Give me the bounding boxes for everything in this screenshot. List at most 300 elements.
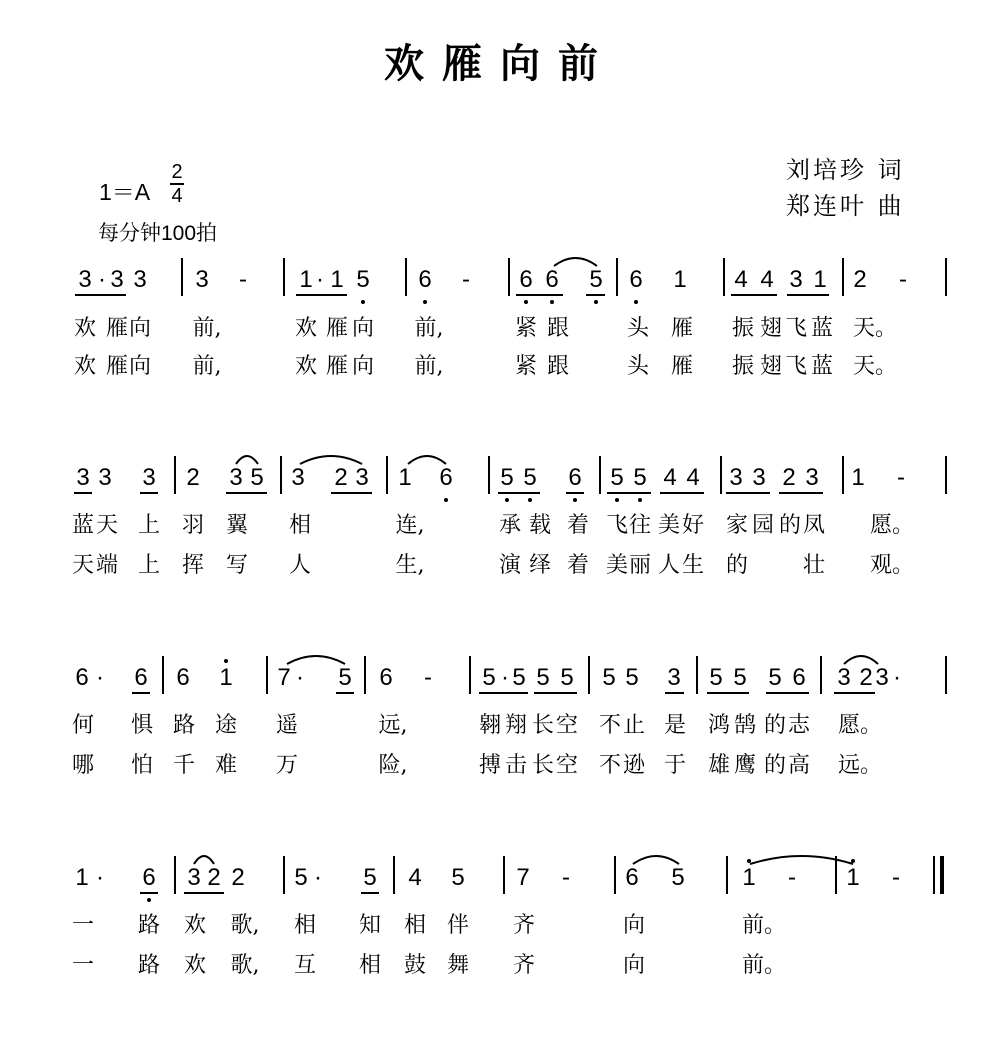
note: 7 (277, 664, 291, 691)
slur (844, 656, 878, 664)
note: 5 (625, 664, 639, 691)
note: 3 (729, 464, 743, 491)
dash-note: - (239, 266, 247, 293)
lyric-verse-2: 挥 (181, 553, 204, 578)
note: 5 (523, 464, 537, 491)
bar-line (469, 656, 471, 694)
lyric-verse-1: 美 (657, 513, 680, 538)
note: 5 (512, 664, 526, 691)
lyric-verse-2: 天。 (853, 354, 898, 379)
lyric-verse-2: 生, (395, 553, 425, 578)
note: 2 (859, 664, 873, 691)
lyric-verse-1: 途 (214, 713, 237, 738)
note: 4 (734, 266, 748, 293)
beam-underline (834, 692, 875, 694)
lyric-verse-1: 头 (626, 316, 649, 341)
lyric-verse-1: 前, (192, 316, 222, 341)
lyric-verse-1: 欢 (183, 913, 206, 938)
beam-underline (498, 492, 540, 494)
key-signature: 1＝A (99, 179, 151, 205)
lyric-verse-1: 家 (725, 513, 748, 538)
note: 4 (686, 464, 700, 491)
lyric-verse-2: 歌, (230, 953, 260, 978)
bar-line (503, 856, 505, 894)
lyric-verse-2: 哪 (71, 753, 94, 778)
lyric-verse-1: 跟 (546, 316, 569, 341)
beam-underline (140, 892, 158, 894)
lyric-verse-1: 翔 (504, 713, 527, 738)
beam-underline (787, 294, 829, 296)
lyric-verse-2: 空 (555, 753, 578, 778)
augmentation-dot: · (98, 266, 106, 293)
note: 1 (75, 864, 89, 891)
lyric-verse-1: 遥 (275, 713, 298, 738)
note: 3 (133, 266, 147, 293)
low-octave-dot (615, 498, 619, 502)
note: 2 (186, 464, 200, 491)
note: 3 (837, 664, 851, 691)
high-octave-dot (747, 859, 751, 863)
lyric-verse-2: 雄 (707, 753, 730, 778)
augmentation-dot: · (296, 664, 304, 691)
lyric-verse-1: 天 (95, 513, 118, 538)
note: 3 (667, 664, 681, 691)
low-octave-dot (573, 498, 577, 502)
lyric-verse-1: 惧 (130, 713, 153, 738)
note: 1 (673, 266, 687, 293)
lyric-verse-1: 路 (137, 913, 160, 938)
lyric-verse-1: 是 (663, 713, 686, 738)
note: 6 (519, 266, 533, 293)
lyric-verse-2: 端 (95, 553, 118, 578)
note: 3 (195, 266, 209, 293)
note: 3 (187, 864, 201, 891)
note: 1 (299, 266, 313, 293)
bar-line (162, 656, 164, 694)
beam-underline (479, 692, 528, 694)
lyric-verse-1: 志 (787, 713, 810, 738)
bar-line (945, 258, 947, 296)
slur (300, 456, 362, 464)
beam-underline (296, 294, 347, 296)
note: 3 (110, 266, 124, 293)
lyric-verse-1: 紧 (514, 316, 537, 341)
slur (236, 456, 258, 464)
note: 5 (356, 266, 370, 293)
bar-line (842, 258, 844, 296)
low-octave-dot (524, 300, 528, 304)
lyric-verse-1: 的 (763, 713, 786, 738)
lyric-verse-2: 万 (275, 753, 298, 778)
note: 1 (219, 664, 233, 691)
lyric-verse-1: 羽 (181, 513, 204, 538)
note: 3 (229, 464, 243, 491)
lyric-verse-2: 的 (725, 553, 748, 578)
bar-line (945, 456, 947, 494)
note: 3 (98, 464, 112, 491)
bar-line (181, 258, 183, 296)
slur (750, 856, 853, 864)
beam-underline (779, 492, 823, 494)
lyric-verse-1: 一 (71, 913, 94, 938)
lyric-verse-2: 前, (414, 354, 444, 379)
lyric-verse-2: 写 (225, 553, 248, 578)
dash-note: - (788, 864, 796, 891)
beam-underline (534, 692, 577, 694)
lyric-verse-2: 不 (598, 753, 621, 778)
note: 6 (75, 664, 89, 691)
lyric-verse-2: 路 (137, 953, 160, 978)
lyric-verse-2: 于 (663, 753, 686, 778)
lyric-verse-1: 相 (403, 913, 426, 938)
bar-line (723, 258, 725, 296)
time-signature-bottom: 4 (171, 185, 183, 207)
dash-note: - (892, 864, 900, 891)
low-octave-dot (528, 498, 532, 502)
lyric-verse-2: 欢 (73, 354, 96, 379)
lyric-verse-2: 蓝 (810, 354, 833, 379)
note: 6 (625, 864, 639, 891)
lyric-verse-2: 雁 (670, 354, 693, 379)
note: 1 (398, 464, 412, 491)
bar-line (696, 656, 698, 694)
beam-underline (707, 692, 749, 694)
lyric-verse-2: 的 (763, 753, 786, 778)
lyric-verse-2: 一 (71, 953, 94, 978)
low-octave-dot (638, 498, 642, 502)
bar-line (174, 456, 176, 494)
lyric-verse-2: 鹰 (733, 753, 756, 778)
lyric-verse-1: 向 (351, 316, 374, 341)
lyric-verse-1: 翼 (225, 513, 248, 538)
lyric-verse-1: 往 (628, 513, 651, 538)
note: 2 (853, 266, 867, 293)
note: 5 (560, 664, 574, 691)
beam-underline (132, 692, 150, 694)
lyric-verse-1: 前, (414, 316, 444, 341)
time-signature-top: 2 (171, 161, 183, 183)
lyric-verse-1: 翅 (759, 316, 782, 341)
note: 6 (629, 266, 643, 293)
bar-line (614, 856, 616, 894)
lyric-verse-1: 相 (288, 513, 311, 538)
lyric-verse-1: 雁 (105, 316, 128, 341)
dash-note: - (462, 266, 470, 293)
lyric-verse-1: 鹄 (733, 713, 756, 738)
note: 7 (516, 864, 530, 891)
augmentation-dot: · (316, 266, 324, 293)
note: 2 (207, 864, 221, 891)
note: 5 (451, 864, 465, 891)
note: 3 (805, 464, 819, 491)
lyric-verse-2: 绎 (528, 553, 551, 578)
lyric-verse-2: 长 (531, 753, 554, 778)
note: 6 (439, 464, 453, 491)
note: 6 (792, 664, 806, 691)
lyric-verse-1: 愿。 (870, 513, 915, 538)
beam-underline (665, 692, 684, 694)
note: 5 (602, 664, 616, 691)
augmentation-dot: · (893, 664, 901, 691)
lyric-verse-2: 观。 (870, 553, 915, 578)
lyric-verse-1: 飞 (605, 513, 628, 538)
lyric-verse-2: 振 (731, 354, 754, 379)
note: 4 (408, 864, 422, 891)
lyric-verse-1: 不 (598, 713, 621, 738)
lyric-verse-1: 好 (681, 513, 704, 538)
bar-line (283, 258, 285, 296)
slur (287, 656, 345, 664)
note: 3 (78, 266, 92, 293)
note: 6 (418, 266, 432, 293)
note: 2 (231, 864, 245, 891)
lyric-verse-1: 欢 (294, 316, 317, 341)
lyric-verse-2: 雁 (105, 354, 128, 379)
lyric-verse-2: 生 (681, 553, 704, 578)
lyric-verse-2: 搏 (478, 753, 501, 778)
bar-line (842, 456, 844, 494)
lyric-verse-1: 歌, (230, 913, 260, 938)
final-bar-line (933, 856, 935, 894)
lyric-verse-1: 前。 (742, 913, 787, 938)
lyric-verse-1: 天。 (853, 316, 898, 341)
dash-note: - (897, 464, 905, 491)
bar-line (588, 656, 590, 694)
lyric-verse-2: 怕 (130, 753, 153, 778)
lyric-verse-2: 齐 (512, 953, 535, 978)
beam-underline (184, 892, 224, 894)
augmentation-dot: · (96, 664, 104, 691)
lyric-verse-1: 翱 (478, 713, 501, 738)
low-octave-dot (594, 300, 598, 304)
beam-underline (331, 492, 372, 494)
lyric-verse-1: 远, (378, 713, 408, 738)
lyric-verse-1: 的 (778, 513, 801, 538)
bar-line (508, 258, 510, 296)
note: 5 (733, 664, 747, 691)
lyric-verse-2: 逊 (622, 753, 645, 778)
bar-line (283, 856, 285, 894)
lyric-verse-2: 美 (605, 553, 628, 578)
note: 5 (709, 664, 723, 691)
lyric-verse-1: 载 (528, 513, 551, 538)
bar-line (726, 856, 728, 894)
dash-note: - (424, 664, 432, 691)
low-octave-dot (423, 300, 427, 304)
lyric-verse-2: 人 (288, 553, 311, 578)
final-bar-line (940, 856, 944, 894)
lyric-verse-2: 丽 (628, 553, 651, 578)
lyric-verse-2: 相 (358, 953, 381, 978)
tempo-marking: 每分钟100拍 (98, 222, 218, 245)
lyric-verse-2: 着 (566, 553, 589, 578)
slur (633, 856, 679, 864)
lyric-verse-2: 击 (504, 753, 527, 778)
lyric-verse-2: 欢 (294, 354, 317, 379)
note: 5 (500, 464, 514, 491)
lyric-verse-1: 蓝 (71, 513, 94, 538)
note: 1 (813, 266, 827, 293)
slur (554, 258, 597, 266)
composer-credit: 郑连叶 曲 (786, 192, 905, 220)
beam-underline (731, 294, 777, 296)
note: 5 (363, 864, 377, 891)
note: 1 (851, 464, 865, 491)
note: 6 (379, 664, 393, 691)
lyric-verse-1: 止 (622, 713, 645, 738)
note: 1 (846, 864, 860, 891)
page-title: 欢雁向前 (384, 40, 616, 87)
bar-line (364, 656, 366, 694)
note: 5 (610, 464, 624, 491)
note: 3 (291, 464, 305, 491)
beam-underline (140, 492, 158, 494)
lyric-verse-1: 向 (128, 316, 151, 341)
low-octave-dot (634, 300, 638, 304)
lyric-verse-1: 连, (395, 513, 425, 538)
lyric-verse-2: 前。 (742, 953, 787, 978)
beam-underline (516, 294, 563, 296)
lyric-verse-2: 天 (71, 553, 94, 578)
lyric-verse-2: 人 (657, 553, 680, 578)
bar-line (616, 258, 618, 296)
lyric-verse-1: 鸿 (707, 713, 730, 738)
lyric-verse-1: 相 (293, 913, 316, 938)
note: 1 (330, 266, 344, 293)
bar-line (393, 856, 395, 894)
note: 5 (589, 266, 603, 293)
note: 4 (760, 266, 774, 293)
beam-underline (361, 892, 379, 894)
note: 3 (789, 266, 803, 293)
lyric-verse-1: 雁 (670, 316, 693, 341)
lyric-verse-2: 跟 (546, 354, 569, 379)
lyric-verse-1: 蓝 (810, 316, 833, 341)
lyric-verse-2: 舞 (446, 953, 469, 978)
beam-underline (660, 492, 704, 494)
lyric-verse-2: 向 (128, 354, 151, 379)
bar-line (835, 856, 837, 894)
lyric-verse-1: 上 (137, 513, 160, 538)
slur (408, 456, 446, 464)
note: 5 (482, 664, 496, 691)
lyric-verse-1: 园 (751, 513, 774, 538)
bar-line (266, 656, 268, 694)
lyric-verse-1: 振 (731, 316, 754, 341)
note: 3 (142, 464, 156, 491)
beam-underline (226, 492, 267, 494)
bar-line (599, 456, 601, 494)
augmentation-dot: · (501, 664, 509, 691)
beam-underline (766, 692, 809, 694)
low-octave-dot (505, 498, 509, 502)
low-octave-dot (147, 898, 151, 902)
lyric-verse-2: 远。 (838, 753, 883, 778)
lyric-verse-1: 飞 (784, 316, 807, 341)
lyric-verse-1: 向 (622, 913, 645, 938)
beam-underline (336, 692, 354, 694)
lyric-verse-1: 路 (172, 713, 195, 738)
bar-line (945, 656, 947, 694)
lyric-verse-2: 险, (378, 753, 408, 778)
lyric-verse-2: 飞 (784, 354, 807, 379)
high-octave-dot (851, 859, 855, 863)
slur (194, 856, 214, 864)
lyric-verse-1: 知 (358, 913, 381, 938)
lyric-verse-2: 鼓 (403, 953, 426, 978)
note: 5 (338, 664, 352, 691)
bar-line (386, 456, 388, 494)
beam-underline (726, 492, 770, 494)
lyric-verse-2: 互 (293, 953, 316, 978)
lyric-verse-2: 紧 (514, 354, 537, 379)
note: 4 (663, 464, 677, 491)
bar-line (720, 456, 722, 494)
lyric-verse-2: 上 (137, 553, 160, 578)
lyric-verse-2: 雁 (325, 354, 348, 379)
lyric-verse-1: 齐 (512, 913, 535, 938)
bar-line (405, 258, 407, 296)
beam-underline (75, 294, 126, 296)
note: 3 (76, 464, 90, 491)
bar-line (174, 856, 176, 894)
bar-line (820, 656, 822, 694)
lyric-verse-2: 头 (626, 354, 649, 379)
lyric-verse-1: 空 (555, 713, 578, 738)
lyric-verse-1: 长 (531, 713, 554, 738)
note: 6 (545, 266, 559, 293)
note: 5 (250, 464, 264, 491)
note: 5 (768, 664, 782, 691)
lyric-verse-2: 千 (172, 753, 195, 778)
low-octave-dot (550, 300, 554, 304)
note: 3 (875, 664, 889, 691)
dash-note: - (899, 266, 907, 293)
lyric-verse-2: 向 (351, 354, 374, 379)
lyric-verse-1: 着 (566, 513, 589, 538)
lyric-verse-2: 演 (498, 553, 521, 578)
note: 2 (334, 464, 348, 491)
lyric-verse-2: 欢 (183, 953, 206, 978)
beam-underline (74, 492, 92, 494)
note: 6 (568, 464, 582, 491)
note: 2 (782, 464, 796, 491)
high-octave-dot (224, 659, 228, 663)
lyricist-credit: 刘培珍 词 (786, 156, 905, 184)
lyric-verse-1: 雁 (325, 316, 348, 341)
note: 5 (536, 664, 550, 691)
lyric-verse-2: 高 (787, 753, 810, 778)
beam-underline (607, 492, 651, 494)
low-octave-dot (361, 300, 365, 304)
note: 5 (294, 864, 308, 891)
note: 3 (355, 464, 369, 491)
lyric-verse-2: 翅 (759, 354, 782, 379)
dash-note: - (562, 864, 570, 891)
lyric-verse-2: 难 (214, 753, 237, 778)
note: 6 (142, 864, 156, 891)
lyric-verse-2: 向 (622, 953, 645, 978)
lyric-verse-1: 伴 (446, 913, 469, 938)
bar-line (280, 456, 282, 494)
lyric-verse-2: 前, (192, 354, 222, 379)
augmentation-dot: · (96, 864, 104, 891)
bar-line (488, 456, 490, 494)
lyric-verse-1: 欢 (73, 316, 96, 341)
lyric-verse-1: 何 (71, 713, 94, 738)
augmentation-dot: · (314, 864, 322, 891)
lyric-verse-1: 承 (498, 513, 521, 538)
